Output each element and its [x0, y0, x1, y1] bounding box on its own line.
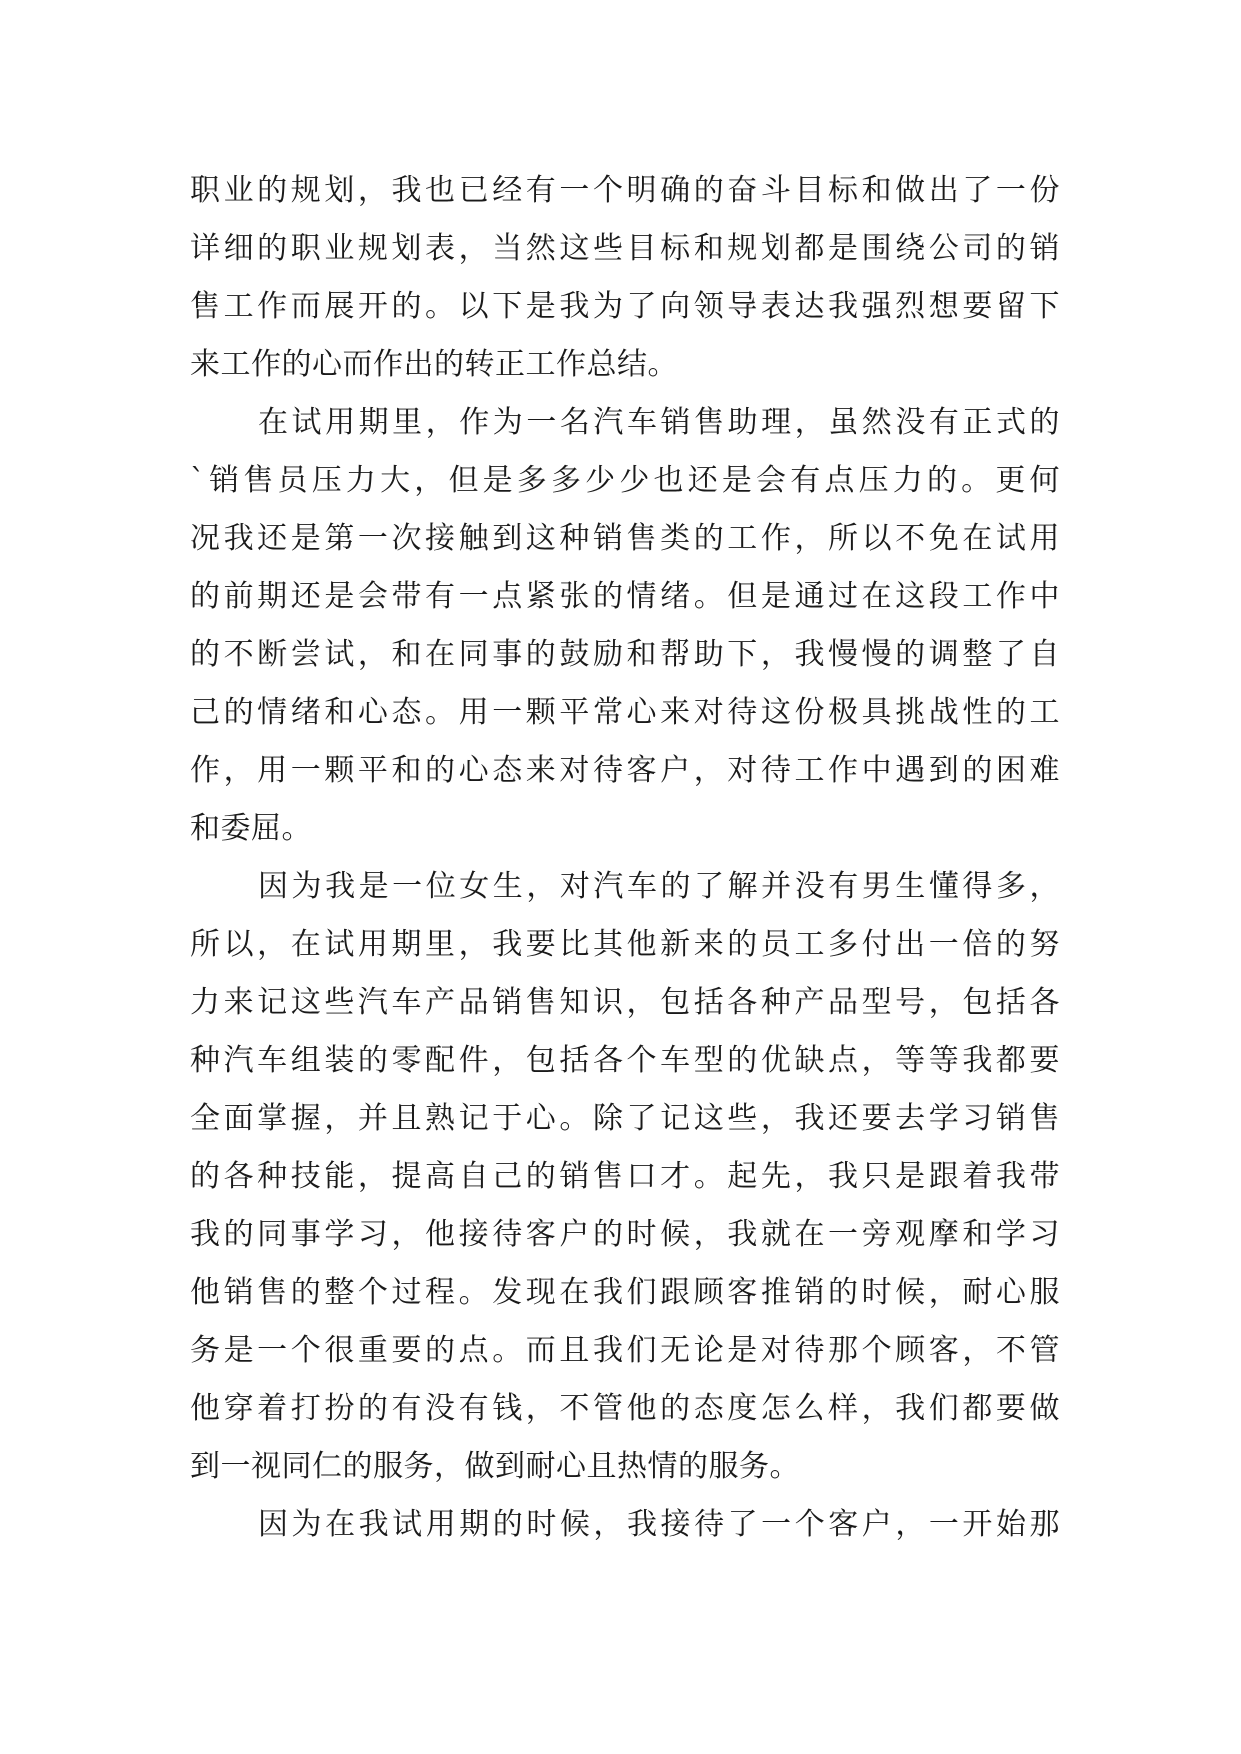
- text-line: 种汽车组装的零配件，包括各个车型的优缺点，等等我都要: [190, 1043, 1060, 1078]
- text-line: 作，用一颗平和的心态来对待客户，对待工作中遇到的困难: [190, 753, 1060, 788]
- text-line: `销售员压力大，但是多多少少也还是会有点压力的。更何: [190, 463, 1060, 498]
- text-line: 详细的职业规划表，当然这些目标和规划都是围绕公司的销: [190, 231, 1060, 266]
- text-line: 的前期还是会带有一点紧张的情绪。但是通过在这段工作中: [190, 579, 1060, 614]
- text-line: 务是一个很重要的点。而且我们无论是对待那个顾客，不管: [190, 1333, 1060, 1368]
- text-line: 的各种技能，提高自己的销售口才。起先，我只是跟着我带: [190, 1159, 1060, 1194]
- text-line: 全面掌握，并且熟记于心。除了记这些，我还要去学习销售: [190, 1101, 1060, 1136]
- text-line: 我的同事学习，他接待客户的时候，我就在一旁观摩和学习: [190, 1217, 1060, 1252]
- text-line: 他穿着打扮的有没有钱，不管他的态度怎么样，我们都要做: [190, 1391, 1060, 1426]
- text-line: 己的情绪和心态。用一颗平常心来对待这份极具挑战性的工: [190, 695, 1060, 730]
- text-line: 他销售的整个过程。发现在我们跟顾客推销的时候，耐心服: [190, 1275, 1060, 1310]
- text-line: 因为我是一位女生，对汽车的了解并没有男生懂得多，: [258, 869, 1060, 904]
- text-line: 的不断尝试，和在同事的鼓励和帮助下，我慢慢的调整了自: [190, 637, 1060, 672]
- text-line: 因为在我试用期的时候，我接待了一个客户，一开始那: [258, 1507, 1060, 1542]
- text-line: 在试用期里，作为一名汽车销售助理，虽然没有正式的: [258, 405, 1060, 440]
- text-line: 所以，在试用期里，我要比其他新来的员工多付出一倍的努: [190, 927, 1060, 962]
- text-line: 售工作而展开的。以下是我为了向领导表达我强烈想要留下: [190, 289, 1060, 324]
- text-line: 力来记这些汽车产品销售知识，包括各种产品型号，包括各: [190, 985, 1060, 1020]
- body-text: [190, 162, 1060, 1554]
- text-line: 况我还是第一次接触到这种销售类的工作，所以不免在试用: [190, 521, 1060, 556]
- text-line: 到一视同仁的服务，做到耐心且热情的服务。: [190, 1449, 800, 1484]
- text-line: 和委屈。: [190, 811, 312, 846]
- text-line: 职业的规划，我也已经有一个明确的奋斗目标和做出了一份: [190, 173, 1060, 208]
- text-line: 来工作的心而作出的转正工作总结。: [190, 347, 678, 382]
